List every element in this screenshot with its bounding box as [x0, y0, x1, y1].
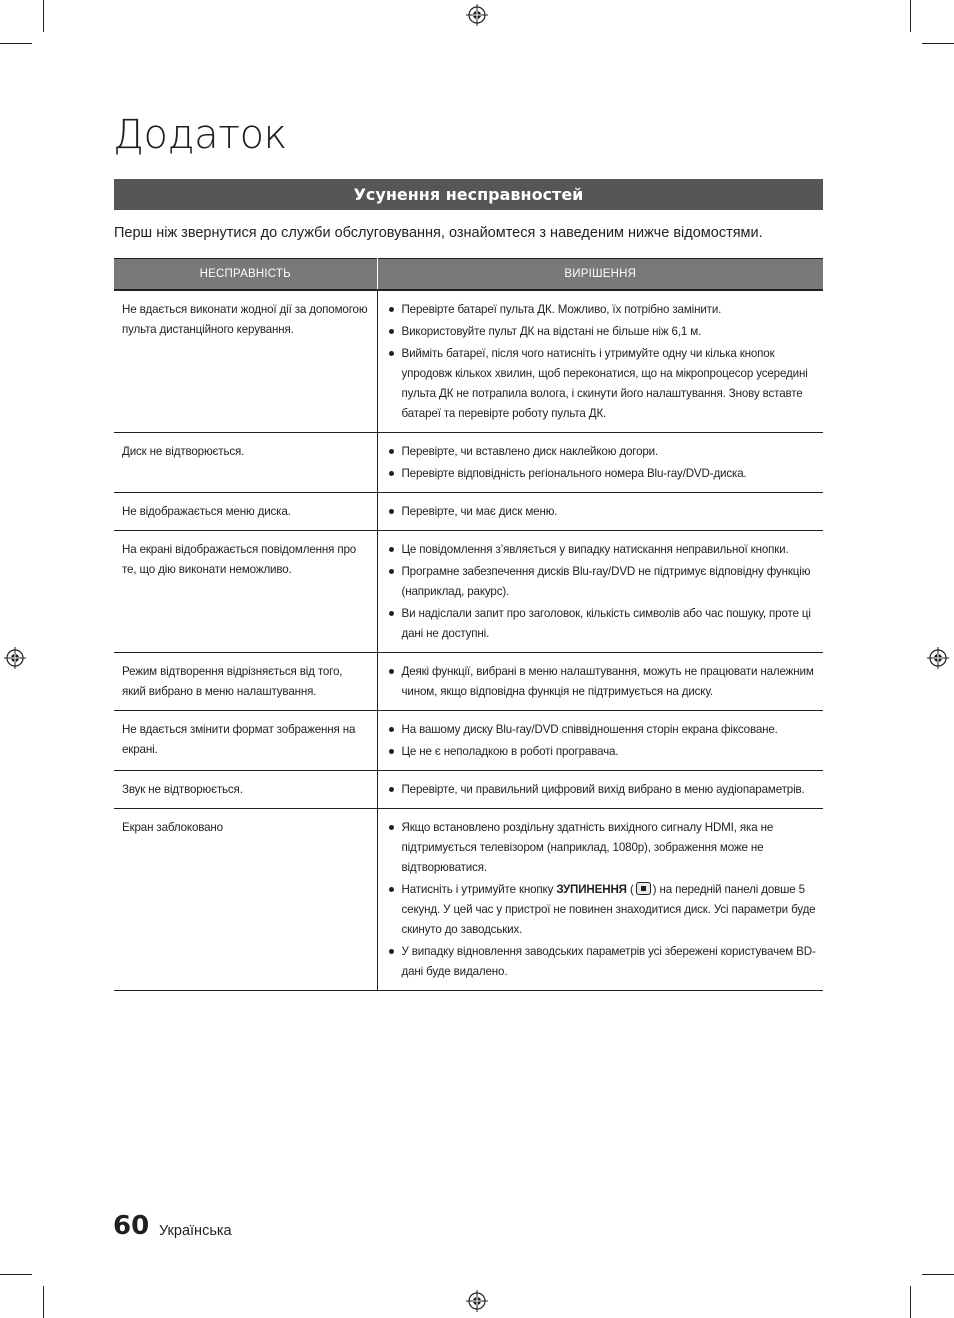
section-heading	[114, 179, 823, 210]
solution-item: Деякі функції, вибрані в меню налаштування, можуть не працювати належним чином, якщо відповідна функція не підтримується на диску.	[386, 662, 820, 702]
crop-mark	[43, 1286, 44, 1318]
solution-cell	[377, 493, 823, 531]
crop-mark	[910, 0, 911, 32]
registration-mark-icon	[4, 647, 26, 669]
problem-cell: Не відображається меню диска.	[114, 493, 377, 531]
solution-list	[386, 780, 820, 800]
problem-cell: Екран заблоковано	[114, 809, 377, 991]
solution-cell	[377, 653, 823, 711]
solution-item	[386, 880, 820, 940]
solution-item: На вашому диску Blu-ray/DVD співвідношення сторін екрана фіксоване.	[386, 720, 820, 740]
page-language: Українська	[159, 1223, 232, 1239]
table-row	[114, 433, 823, 493]
crop-mark	[922, 43, 954, 44]
registration-mark-icon	[927, 647, 949, 669]
registration-mark-icon	[466, 1290, 488, 1312]
solution-text: ) на передній панелі довше 5 секунд. У цей час у пристрої не повинен знаходитися диск. Усі параметри буде скинуто до заводських.	[401, 883, 816, 936]
problem-cell: Режим відтворення відрізняється від того, який вибрано в меню налаштування.	[114, 653, 377, 711]
solution-text: (	[626, 883, 634, 896]
intro-text: Перш ніж звернутися до служби обслуговування, ознайомтеся з наведеним нижче відомостями.	[114, 225, 763, 241]
table-row	[114, 290, 823, 433]
table-header-row	[114, 259, 823, 291]
table-body	[114, 290, 823, 991]
column-header-problem: НЕСПРАВНІСТЬ	[114, 259, 377, 291]
crop-mark	[0, 1274, 32, 1275]
problem-cell: Не вдається виконати жодної дії за допомогою пульта дистанційного керування.	[114, 290, 377, 433]
solution-list	[386, 540, 820, 644]
solution-list	[386, 662, 820, 702]
table-row	[114, 809, 823, 991]
solution-item: Якщо встановлено роздільну здатність вихідного сигналу HDMI, яка не підтримується телевізором (наприклад, 1080p), зображення може не відтворюватися.	[386, 818, 820, 878]
stop-button-name: ЗУПИНЕННЯ	[556, 883, 627, 896]
table-row	[114, 493, 823, 531]
solution-text: Натисніть і утримуйте кнопку	[401, 883, 557, 896]
section-heading-text: Усунення несправностей	[353, 185, 584, 204]
crop-mark	[0, 43, 32, 44]
solution-item: Використовуйте пульт ДК на відстані не більше ніж 6,1 м.	[386, 322, 820, 342]
solution-list	[386, 300, 820, 424]
solution-list	[386, 502, 820, 522]
solution-cell	[377, 531, 823, 653]
crop-mark	[43, 0, 44, 32]
solution-item: Це не є неполадкою в роботі програвача.	[386, 742, 820, 762]
solution-item: Перевірте, чи правильний цифровий вихід вибрано в меню аудіопараметрів.	[386, 780, 820, 800]
crop-mark	[910, 1286, 911, 1318]
column-header-solution: ВИРІШЕННЯ	[377, 259, 823, 291]
solution-list	[386, 442, 820, 484]
registration-mark-icon	[466, 4, 488, 26]
solution-item: Вийміть батареї, після чого натисніть і утримуйте одну чи кілька кнопок упродовж кількох хвилин, щоб переконатися, що на мікропроцесор усередині пульта ДК не потрапила волога, і скинути його налаштування. Знову вставте батареї та перевірте роботу пульта ДК.	[386, 344, 820, 424]
table-row	[114, 531, 823, 653]
problem-cell: Диск не відтворюється.	[114, 433, 377, 493]
solution-cell	[377, 771, 823, 809]
solution-list	[386, 818, 820, 982]
solution-item: У випадку відновлення заводських параметрів усі збережені користувачем BD-дані буде видалено.	[386, 942, 820, 982]
solution-item: Перевірте відповідність регіонального номера Blu-ray/DVD-диска.	[386, 464, 820, 484]
table-row	[114, 711, 823, 771]
crop-mark	[922, 1274, 954, 1275]
solution-cell	[377, 433, 823, 493]
problem-cell: На екрані відображається повідомлення про те, що дію виконати неможливо.	[114, 531, 377, 653]
solution-item: Ви надіслали запит про заголовок, кількість символів або час пошуку, проте ці дані не доступні.	[386, 604, 820, 644]
table-row	[114, 771, 823, 809]
page-title: Додаток	[113, 112, 287, 158]
solution-item: Перевірте, чи має диск меню.	[386, 502, 820, 522]
page-number: 60	[113, 1211, 150, 1241]
stop-icon	[636, 882, 651, 895]
solution-cell	[377, 290, 823, 433]
troubleshooting-table	[114, 258, 823, 991]
solution-item: Програмне забезпечення дисків Blu-ray/DVD не підтримує відповідну функцію (наприклад, ракурс).	[386, 562, 820, 602]
table-row	[114, 653, 823, 711]
solution-item: Це повідомлення з’являється у випадку натискання неправильної кнопки.	[386, 540, 820, 560]
solution-cell	[377, 809, 823, 991]
solution-item: Перевірте батареї пульта ДК. Можливо, їх потрібно замінити.	[386, 300, 820, 320]
problem-cell: Не вдається змінити формат зображення на екрані.	[114, 711, 377, 771]
problem-cell: Звук не відтворюється.	[114, 771, 377, 809]
solution-list	[386, 720, 820, 762]
solution-cell	[377, 711, 823, 771]
solution-item: Перевірте, чи вставлено диск наклейкою догори.	[386, 442, 820, 462]
